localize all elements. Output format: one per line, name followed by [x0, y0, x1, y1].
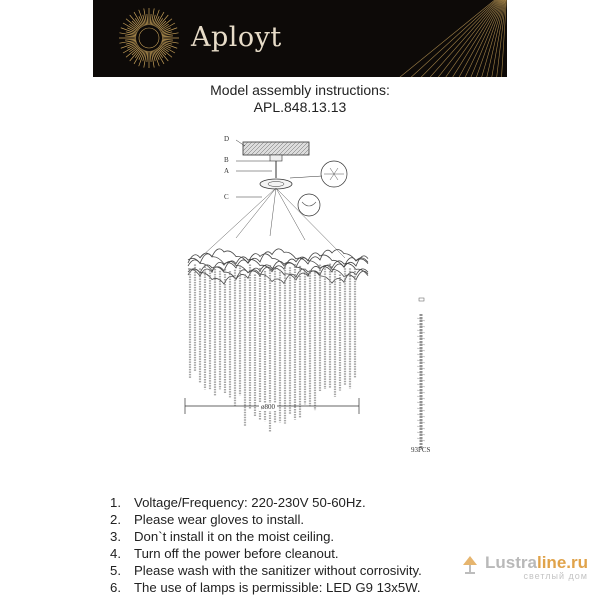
canopy-hatch — [243, 142, 309, 155]
lamp-icon — [459, 553, 481, 575]
sun-ray — [125, 39, 136, 40]
list-item — [110, 511, 422, 528]
wire — [200, 188, 276, 258]
sun-ray — [162, 36, 173, 37]
list-item — [110, 494, 422, 511]
instruction-list — [110, 494, 422, 596]
brand-banner — [93, 0, 507, 77]
sun-ray — [125, 36, 136, 37]
step-number: 5. — [110, 563, 121, 578]
suspension-wires — [200, 188, 345, 258]
wire — [276, 188, 305, 240]
step-text: Turn off the power before cleanout. — [134, 546, 339, 561]
label-c: C — [224, 193, 229, 201]
wire — [236, 188, 276, 238]
step-text: Please wear gloves to install. — [134, 512, 305, 527]
sun-ray — [162, 39, 173, 40]
watermark-brand — [485, 553, 588, 573]
pendant-count: 93PCS — [411, 446, 431, 454]
step-text: Please wash with the sanitizer without corrosivity. — [134, 563, 422, 578]
diameter-label: ø800 — [261, 403, 275, 411]
sunburst-logo-icon — [93, 0, 507, 77]
brand-name: Aployt — [191, 22, 282, 53]
watermark-sub: светлый дом — [523, 571, 588, 581]
page-title: Model assembly instructions: — [210, 82, 390, 98]
sun-ray — [151, 8, 154, 25]
sun-ray — [162, 40, 179, 43]
step-number: 3. — [110, 529, 121, 544]
list-item — [110, 528, 422, 545]
step-text: The use of lamps is permissible: LED G9 13x5W. — [134, 580, 421, 595]
sun-ray — [162, 33, 179, 36]
leader-detail-top — [290, 176, 322, 178]
step-number: 2. — [110, 512, 121, 527]
list-item — [110, 579, 422, 596]
step-number: 1. — [110, 495, 121, 510]
corner-ray — [438, 0, 507, 77]
sun-ray — [144, 51, 147, 68]
watermark-part2: line.ru — [536, 553, 588, 572]
sun-ray — [119, 40, 136, 43]
assembly-drawing — [0, 118, 600, 488]
watermark-part1: Lustra — [485, 553, 537, 572]
chandelier-diagram — [0, 118, 600, 488]
sun-ray — [147, 14, 148, 25]
sun-ray — [150, 14, 151, 25]
mounting-ring — [260, 179, 292, 189]
watermark — [485, 553, 588, 581]
sun-ray — [119, 33, 136, 36]
step-number: 6. — [110, 580, 121, 595]
pendant-hook — [419, 298, 424, 301]
step-text: Don`t install it on the moist ceiling. — [134, 529, 335, 544]
list-item — [110, 545, 422, 562]
stem-top — [270, 155, 282, 161]
sun-ray — [144, 8, 147, 25]
sun-ray — [151, 51, 154, 68]
sun-ray — [147, 51, 148, 62]
sun-ray — [150, 51, 151, 62]
model-number: APL.848.13.13 — [253, 99, 347, 115]
corner-ray — [422, 0, 507, 77]
step-text: Voltage/Frequency: 220-230V 50-60Hz. — [134, 495, 366, 510]
label-d: D — [224, 135, 230, 143]
detail-callout-bottom — [298, 194, 320, 216]
sun-core — [139, 28, 159, 48]
step-number: 4. — [110, 546, 121, 561]
label-a: A — [224, 167, 230, 175]
list-item — [110, 562, 422, 579]
label-b: B — [224, 156, 229, 164]
single-pendant — [417, 314, 425, 448]
corner-ray — [471, 0, 507, 77]
wire — [270, 188, 276, 236]
